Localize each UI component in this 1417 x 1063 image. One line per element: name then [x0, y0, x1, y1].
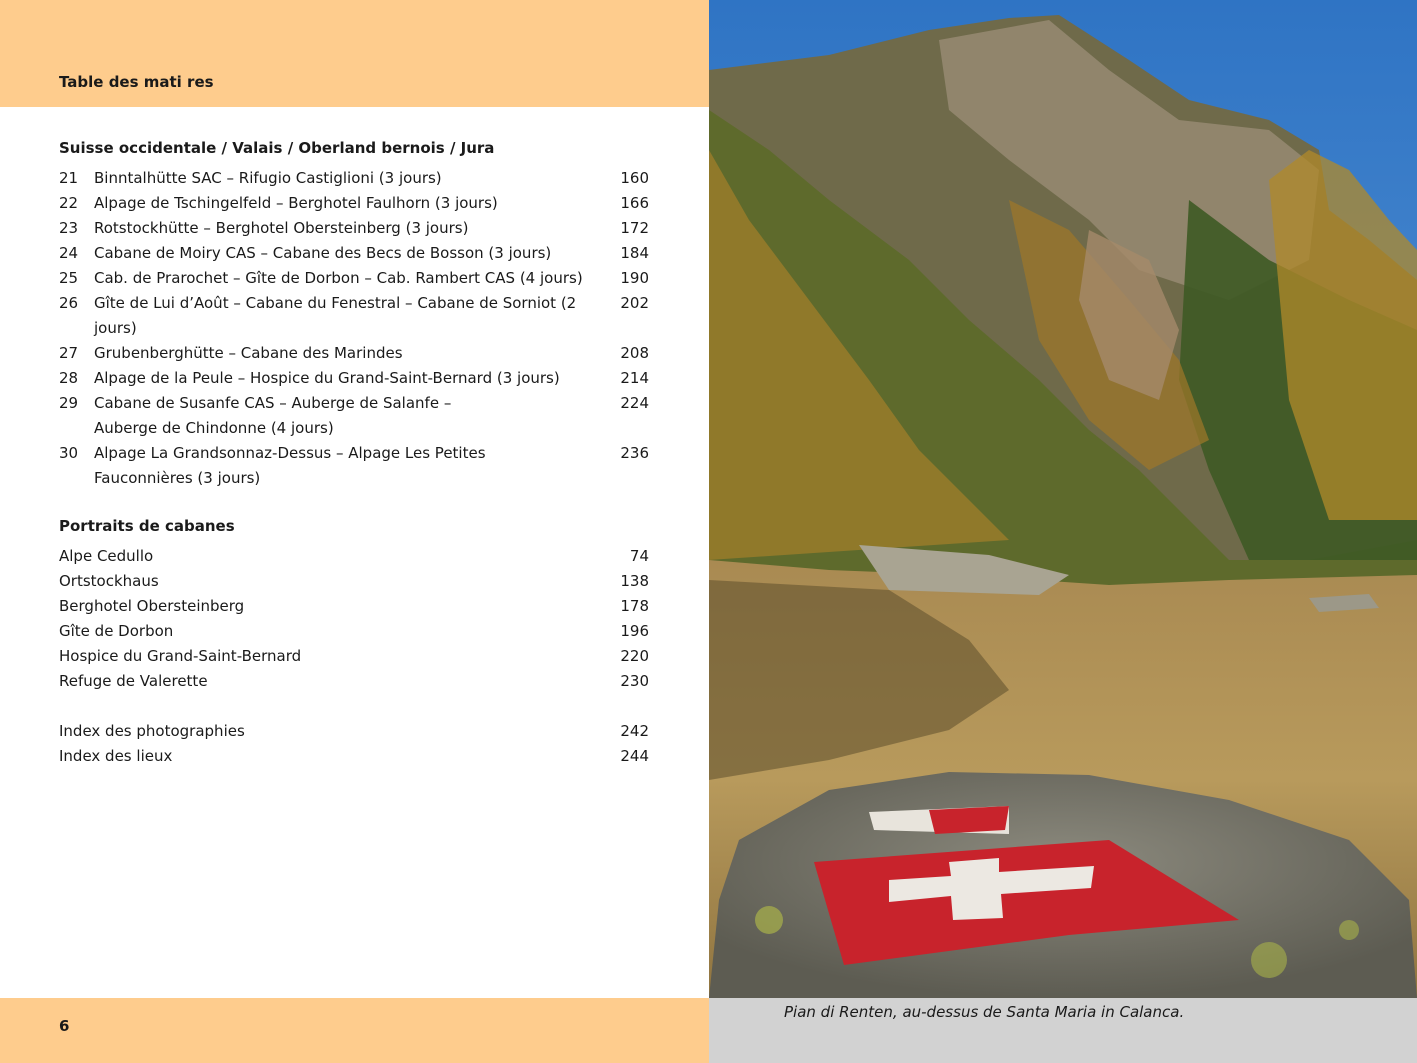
entry-number: 23 [59, 219, 79, 237]
entry-number: 25 [59, 269, 79, 287]
entry-label: Gîte de Lui d’Août – Cabane du Fenestral – Cabane de Sorniot (2 jours) [94, 294, 577, 337]
table-of-contents [59, 136, 649, 769]
toc-entry[interactable] [59, 241, 649, 266]
entry-number: 28 [59, 369, 79, 387]
toc-entry[interactable] [59, 441, 649, 491]
entry-label: Refuge de Valerette [59, 672, 208, 690]
index-entry[interactable] [59, 744, 649, 769]
toc-entry[interactable] [59, 166, 649, 191]
page-number: 6 [59, 1017, 70, 1035]
entry-label: Alpage de Tschingelfeld – Berghotel Faulhorn (3 jours) [94, 194, 498, 212]
entry-number: 26 [59, 294, 79, 312]
portrait-entry[interactable] [59, 594, 649, 619]
toc-entry[interactable] [59, 341, 649, 366]
entry-label: Berghotel Obersteinberg [59, 597, 245, 615]
entry-page: 202 [620, 294, 649, 312]
entry-label: Rotstockhütte – Berghotel Obersteinberg (3 jours) [94, 219, 469, 237]
entry-label: Index des photographies [59, 722, 245, 740]
entry-label: Alpage La Grandsonnaz-Dessus – Alpage Les Petites Fauconnières (3 jours) [94, 444, 486, 487]
landscape-photo [709, 0, 1417, 998]
toc-entry[interactable] [59, 191, 649, 216]
entry-label: Cab. de Prarochet – Gîte de Dorbon – Cab. Rambert CAS (4 jours) [94, 269, 583, 287]
entry-page: 160 [620, 169, 649, 187]
entry-page: 74 [629, 547, 649, 565]
entry-page: 166 [620, 194, 649, 212]
footer-band [0, 998, 709, 1063]
section-title-portraits: Portraits de cabanes [59, 517, 235, 535]
entry-label: Index des lieux [59, 747, 173, 765]
header-band [0, 0, 709, 107]
entry-label: Grubenberghütte – Cabane des Marindes [94, 344, 403, 362]
entry-page: 208 [620, 344, 649, 362]
entry-label: Alpe Cedullo [59, 547, 154, 565]
photo-caption: Pian di Renten, au-dessus de Santa Maria in Calanca. [784, 1003, 1185, 1021]
entry-page: 172 [620, 219, 649, 237]
entry-number: 30 [59, 444, 79, 462]
entry-page: 244 [620, 747, 649, 765]
toc-entry[interactable] [59, 366, 649, 391]
entry-label: Hospice du Grand-Saint-Bernard [59, 647, 302, 665]
portrait-entry[interactable] [59, 619, 649, 644]
toc-entry[interactable] [59, 391, 649, 441]
portrait-entry[interactable] [59, 544, 649, 569]
entry-label: Binntalhütte SAC – Rifugio Castiglioni (3 jours) [94, 169, 442, 187]
entry-page: 184 [620, 244, 649, 262]
portrait-entry[interactable] [59, 569, 649, 594]
entry-label: Gîte de Dorbon [59, 622, 174, 640]
entry-number: 21 [59, 169, 79, 187]
entry-number: 24 [59, 244, 79, 262]
portrait-entry[interactable] [59, 669, 649, 694]
page-title: Table des mati res [59, 73, 214, 91]
entry-page: 224 [620, 394, 649, 412]
entry-page: 220 [620, 647, 649, 665]
entry-number: 22 [59, 194, 79, 212]
portrait-entry[interactable] [59, 644, 649, 669]
toc-entry[interactable] [59, 291, 649, 341]
entry-label: Cabane de Moiry CAS – Cabane des Becs de Bosson (3 jours) [94, 244, 552, 262]
entry-label: Cabane de Susanfe CAS – Auberge de Salanfe – Auberge de Chindonne (4 jours) [94, 394, 452, 437]
toc-entry[interactable] [59, 266, 649, 291]
entry-page: 236 [620, 444, 649, 462]
section-title-west: Suisse occidentale / Valais / Oberland bernois / Jura [59, 139, 495, 157]
right-page [709, 0, 1417, 1063]
entry-page: 178 [620, 597, 649, 615]
entry-number: 29 [59, 394, 79, 412]
toc-entry[interactable] [59, 216, 649, 241]
entry-page: 190 [620, 269, 649, 287]
entry-number: 27 [59, 344, 79, 362]
entry-page: 214 [620, 369, 649, 387]
entry-label: Alpage de la Peule – Hospice du Grand-Saint-Bernard (3 jours) [94, 369, 560, 387]
index-entry[interactable] [59, 719, 649, 744]
entry-page: 196 [620, 622, 649, 640]
entry-label: Ortstockhaus [59, 572, 159, 590]
entry-page: 242 [620, 722, 649, 740]
entry-page: 138 [620, 572, 649, 590]
entry-page: 230 [620, 672, 649, 690]
